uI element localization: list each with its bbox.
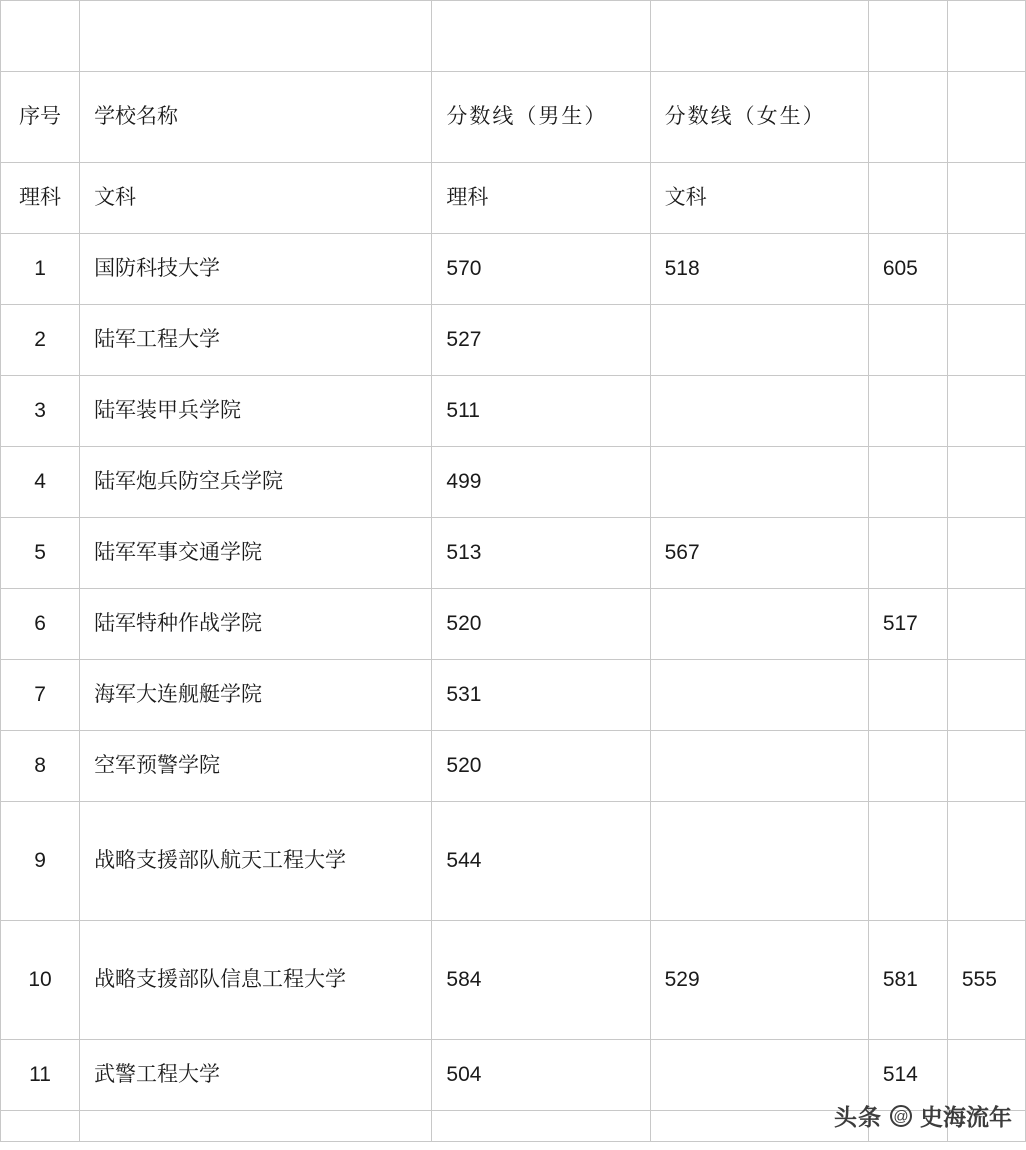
watermark-author-name: 史海流年 xyxy=(920,1104,1012,1130)
table-row xyxy=(1,589,1026,660)
table-row xyxy=(1,731,1026,802)
row-female-arts xyxy=(650,589,868,660)
row-male-science: 499 xyxy=(432,447,650,518)
row-female-arts xyxy=(650,376,868,447)
row-extra-1: 605 xyxy=(868,234,947,305)
blank-cell xyxy=(1,1111,80,1142)
table-row xyxy=(1,921,1026,1040)
table-row xyxy=(1,802,1026,921)
row-extra-1: 517 xyxy=(868,589,947,660)
subheader-extra-1 xyxy=(868,163,947,234)
row-extra-1: 514 xyxy=(868,1040,947,1111)
row-male-science: 570 xyxy=(432,234,650,305)
blank-cell xyxy=(432,1111,650,1142)
subheader-index: 理科 xyxy=(1,163,80,234)
row-female-arts xyxy=(650,802,868,921)
header-female-score: 分数线（女生） xyxy=(650,72,868,163)
subheader-female-arts: 文科 xyxy=(650,163,868,234)
table-row xyxy=(1,518,1026,589)
blank-cell xyxy=(947,1,1025,72)
row-school: 陆军特种作战学院 xyxy=(80,589,432,660)
row-school: 空军预警学院 xyxy=(80,731,432,802)
row-extra-2 xyxy=(947,731,1025,802)
table-row-blank-top xyxy=(1,1,1026,72)
row-male-science: 584 xyxy=(432,921,650,1040)
header-school-name: 学校名称 xyxy=(80,72,432,163)
row-extra-1 xyxy=(868,518,947,589)
row-school: 陆军装甲兵学院 xyxy=(80,376,432,447)
at-icon: @ xyxy=(890,1105,912,1127)
row-female-arts xyxy=(650,731,868,802)
row-index: 3 xyxy=(1,376,80,447)
row-extra-1 xyxy=(868,660,947,731)
row-index: 5 xyxy=(1,518,80,589)
row-school: 陆军工程大学 xyxy=(80,305,432,376)
row-school: 战略支援部队航天工程大学 xyxy=(80,802,432,921)
row-extra-2 xyxy=(947,802,1025,921)
table-row xyxy=(1,305,1026,376)
row-index: 8 xyxy=(1,731,80,802)
row-extra-1 xyxy=(868,447,947,518)
row-school: 陆军炮兵防空兵学院 xyxy=(80,447,432,518)
row-male-science: 511 xyxy=(432,376,650,447)
row-school: 陆军军事交通学院 xyxy=(80,518,432,589)
row-female-arts: 518 xyxy=(650,234,868,305)
row-school: 战略支援部队信息工程大学 xyxy=(80,921,432,1040)
header-male-score: 分数线（男生） xyxy=(432,72,650,163)
row-school: 武警工程大学 xyxy=(80,1040,432,1111)
row-female-arts: 529 xyxy=(650,921,868,1040)
row-index: 11 xyxy=(1,1040,80,1111)
row-index: 9 xyxy=(1,802,80,921)
row-extra-2 xyxy=(947,376,1025,447)
row-extra-1 xyxy=(868,305,947,376)
row-index: 1 xyxy=(1,234,80,305)
table-row xyxy=(1,447,1026,518)
subheader-school: 文科 xyxy=(80,163,432,234)
row-male-science: 520 xyxy=(432,589,650,660)
row-index: 6 xyxy=(1,589,80,660)
watermark xyxy=(834,1099,1012,1132)
row-extra-1 xyxy=(868,802,947,921)
row-school: 国防科技大学 xyxy=(80,234,432,305)
row-index: 4 xyxy=(1,447,80,518)
blank-cell xyxy=(1,1,80,72)
blank-cell xyxy=(80,1,432,72)
blank-cell xyxy=(432,1,650,72)
row-male-science: 527 xyxy=(432,305,650,376)
row-male-science: 513 xyxy=(432,518,650,589)
blank-cell xyxy=(80,1111,432,1142)
row-school: 海军大连舰艇学院 xyxy=(80,660,432,731)
row-female-arts: 567 xyxy=(650,518,868,589)
table-row xyxy=(1,660,1026,731)
subheader-male-science: 理科 xyxy=(432,163,650,234)
blank-cell xyxy=(650,1,868,72)
table-row xyxy=(1,234,1026,305)
row-extra-2 xyxy=(947,660,1025,731)
row-index: 10 xyxy=(1,921,80,1040)
row-index: 2 xyxy=(1,305,80,376)
row-female-arts xyxy=(650,447,868,518)
row-male-science: 531 xyxy=(432,660,650,731)
row-female-arts xyxy=(650,305,868,376)
row-male-science: 544 xyxy=(432,802,650,921)
table-row xyxy=(1,376,1026,447)
row-extra-2 xyxy=(947,589,1025,660)
subheader-extra-2 xyxy=(947,163,1025,234)
row-male-science: 504 xyxy=(432,1040,650,1111)
header-extra-2 xyxy=(947,72,1025,163)
row-extra-1 xyxy=(868,731,947,802)
row-female-arts xyxy=(650,660,868,731)
header-extra-1 xyxy=(868,72,947,163)
blank-cell xyxy=(868,1,947,72)
row-extra-2 xyxy=(947,234,1025,305)
row-extra-1: 581 xyxy=(868,921,947,1040)
row-extra-1 xyxy=(868,376,947,447)
row-index: 7 xyxy=(1,660,80,731)
row-extra-2 xyxy=(947,518,1025,589)
header-index: 序号 xyxy=(1,72,80,163)
row-extra-2 xyxy=(947,447,1025,518)
table-header-row xyxy=(1,72,1026,163)
row-male-science: 520 xyxy=(432,731,650,802)
row-extra-2: 555 xyxy=(947,921,1025,1040)
table-subheader-row xyxy=(1,163,1026,234)
row-extra-2 xyxy=(947,305,1025,376)
toutiao-logo-text: 头条 xyxy=(834,1104,882,1130)
